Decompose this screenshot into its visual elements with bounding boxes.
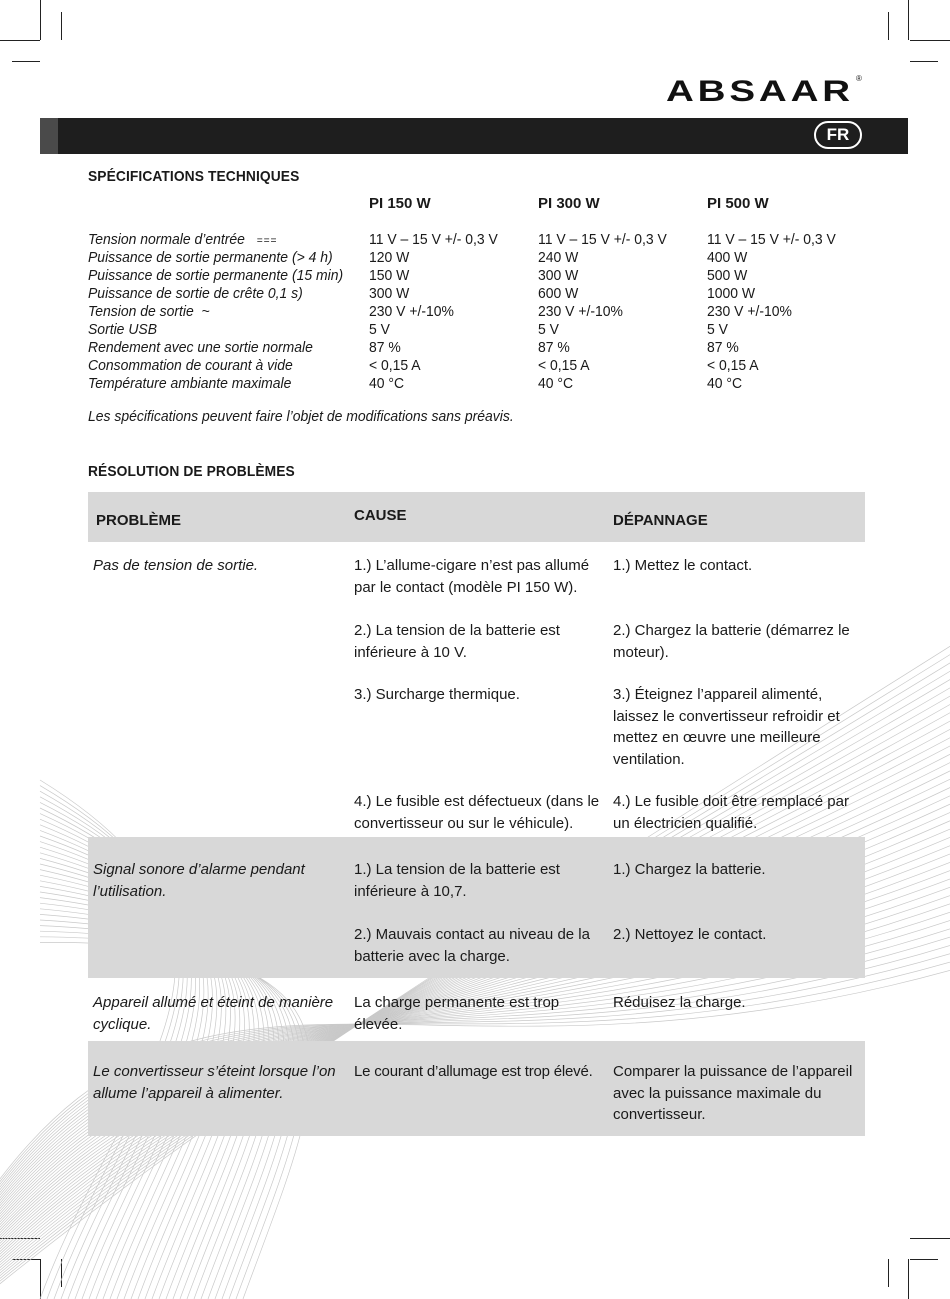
- table-row: [88, 1041, 865, 1136]
- spec-value: < 0,15 A: [369, 357, 421, 374]
- fix-cell: 4.) Le fusible doit être remplacé par un électricien qualifié.: [613, 793, 849, 832]
- problem-cell: Pas de tension de sortie.: [93, 557, 259, 574]
- spec-label: Tension de sortie ~: [88, 303, 210, 320]
- cause-cell: Le courant d’allumage est trop élevé.: [354, 1063, 593, 1080]
- spec-value: 40 °C: [707, 375, 743, 392]
- cause-cell: 2.) Mauvais contact au niveau de la batterie avec la charge.: [354, 926, 590, 965]
- spec-value: 5 V: [538, 321, 559, 338]
- problem-cell: Le convertisseur s’éteint lorsque l’on allume l’appareil à alimenter.: [93, 1063, 336, 1102]
- spec-value: 600 W: [538, 285, 579, 302]
- spec-value: 11 V – 15 V +/- 0,3 V: [369, 231, 498, 248]
- fix-cell: 3.) Éteignez l’appareil alimenté, laissez le convertisseur refroidir et mettez en œuvre une meilleure ventilation.: [613, 686, 840, 768]
- spec-value: 230 V +/-10%: [538, 303, 623, 320]
- troubleshooting-title: RÉSOLUTION DE PROBLÈMES: [88, 463, 295, 480]
- cause-cell: 3.) Surcharge thermique.: [354, 686, 520, 703]
- header-cause: CAUSE: [354, 507, 407, 524]
- fix-cell: 2.) Nettoyez le contact.: [613, 926, 767, 943]
- spec-label: Puissance de sortie permanente (> 4 h): [88, 249, 333, 266]
- spec-label: Puissance de sortie permanente (15 min): [88, 267, 344, 284]
- absaar-logo: [666, 72, 864, 106]
- fix-cell: 1.) Mettez le contact.: [613, 557, 753, 574]
- logo-text: ABSAAR: [666, 75, 854, 106]
- spec-value: 5 V: [369, 321, 390, 338]
- spec-label: Rendement avec une sortie normale: [88, 339, 313, 356]
- spec-value: 87 %: [538, 339, 570, 356]
- problem-cell: Appareil allumé et éteint de manière cyclique.: [93, 994, 334, 1033]
- cause-cell: 1.) L’allume-cigare n’est pas allumé par le contact (modèle PI 150 W).: [354, 557, 590, 596]
- spec-value: 120 W: [369, 249, 410, 266]
- cause-cell: 2.) La tension de la batterie est inférieure à 10 V.: [354, 622, 560, 661]
- spec-model-3: PI 500 W: [707, 195, 769, 212]
- spec-value: 87 %: [707, 339, 739, 356]
- spec-label: Puissance de sortie de crête 0,1 s): [88, 285, 303, 302]
- fix-cell: 2.) Chargez la batterie (démarrez le moteur).: [613, 622, 850, 661]
- header-fix: DÉPANNAGE: [613, 512, 708, 529]
- spec-value: 300 W: [369, 285, 410, 302]
- header-problem: PROBLÈME: [96, 512, 182, 529]
- spec-value: 500 W: [707, 267, 748, 284]
- specs-title: SPÉCIFICATIONS TECHNIQUES: [88, 168, 300, 185]
- spec-value: 40 °C: [369, 375, 405, 392]
- spec-label: Sortie USB: [88, 321, 158, 338]
- spec-value: < 0,15 A: [538, 357, 590, 374]
- cause-cell: La charge permanente est trop élevée.: [354, 994, 560, 1033]
- spec-value: 11 V – 15 V +/- 0,3 V: [538, 231, 667, 248]
- spec-value: 300 W: [538, 267, 579, 284]
- specs-note: Les spécifications peuvent faire l’objet de modifications sans préavis.: [88, 408, 514, 425]
- spec-value: 5 V: [707, 321, 728, 338]
- spec-value: 87 %: [369, 339, 401, 356]
- fix-cell: Réduisez la charge.: [613, 994, 746, 1011]
- spec-value: 150 W: [369, 267, 410, 284]
- table-row: [88, 837, 865, 978]
- table-row: [88, 542, 865, 837]
- registered-mark: ®: [856, 74, 862, 83]
- spec-label: Température ambiante maximale: [88, 375, 292, 392]
- fix-cell: Comparer la puissance de l’appareil avec la puissance maximale du convertisseur.: [613, 1063, 853, 1123]
- cause-cell: 4.) Le fusible est défectueux (dans le convertisseur ou sur le véhicule).: [354, 793, 600, 832]
- spec-label: Consommation de courant à vide: [88, 357, 293, 374]
- ac-symbol-icon: ~: [201, 303, 210, 320]
- table-row: [88, 978, 865, 1041]
- header-band: [40, 118, 908, 154]
- spec-model-2: PI 300 W: [538, 195, 600, 212]
- spec-value: 11 V – 15 V +/- 0,3 V: [707, 231, 836, 248]
- dc-symbol-icon: ===: [256, 235, 278, 247]
- spec-value: 230 V +/-10%: [707, 303, 792, 320]
- spec-value: 240 W: [538, 249, 579, 266]
- fix-cell: 1.) Chargez la batterie.: [613, 861, 766, 878]
- spec-label: Tension normale d’entrée ===: [88, 231, 278, 248]
- spec-value: 400 W: [707, 249, 748, 266]
- spec-value: 1000 W: [707, 285, 756, 302]
- cause-cell: 1.) La tension de la batterie est inférieure à 10,7.: [354, 861, 560, 900]
- spec-model-1: PI 150 W: [369, 195, 431, 212]
- language-badge: FR: [814, 121, 862, 149]
- table-header-row: [88, 492, 865, 542]
- spec-value: < 0,15 A: [707, 357, 759, 374]
- problem-cell: Signal sonore d’alarme pendant l’utilisation.: [93, 861, 305, 900]
- spec-value: 230 V +/-10%: [369, 303, 454, 320]
- spec-value: 40 °C: [538, 375, 574, 392]
